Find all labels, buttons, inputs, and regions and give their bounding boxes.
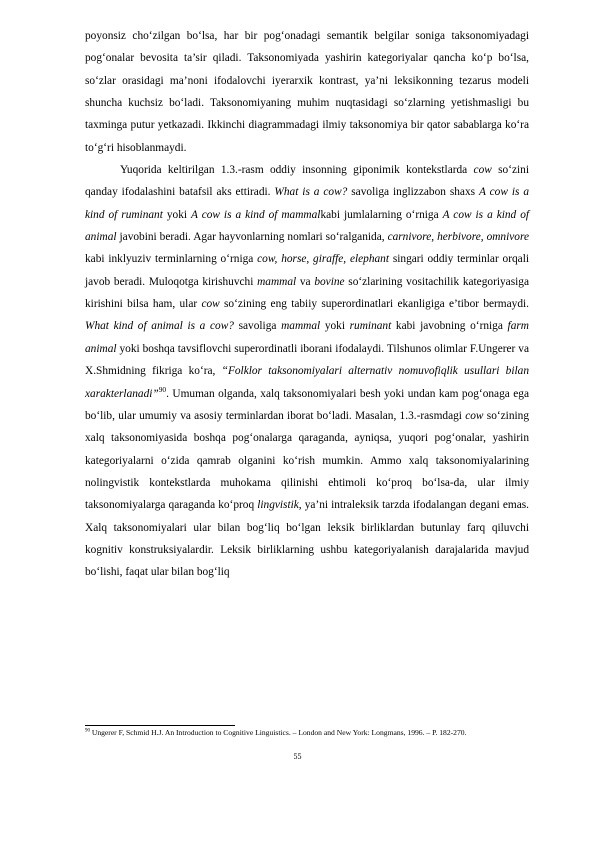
italic-term: What kind of animal is a cow? [85,320,234,333]
text-run: yoki boshqa tavsiflovchi superordinatli iborani ifodalaydi. Tilshunos olimlar F.Ungerer va X.Shmidning fikriga ko‘ra, [85,342,529,378]
italic-term: cow, horse, giraffe, elephant [257,253,390,266]
body-text [85,25,529,584]
text-run: javobini beradi. Agar hayvonlarning nomlari so‘ralganida, [116,231,388,244]
page-number: 55 [293,752,302,761]
italic-term: carnivore, herbivore, omnivore [387,231,529,244]
italic-term: cow [465,409,484,422]
text-run: so‘zining eng tabiiy superordinatlari ekanligiga e’tibor bermaydi. [219,298,529,311]
italic-term: cow [201,298,220,311]
text-run: yoki [162,208,191,221]
paragraph-1 [85,25,529,159]
italic-term: bovine [314,275,345,288]
text-run: . Umuman olganda, xalq taksonomiyalari besh yoki undan kam pog‘onaga ega bo‘lib, ular umumiy va asosiy terminlardan iborat bo‘ladi. Masalan, 1.3.-rasmdagi [85,387,529,422]
text-run: yoki [320,320,350,333]
footnote [85,727,529,739]
text-run: poyonsiz cho‘zilgan bo‘lsa, har bir pog‘onadagi semantik belgilar soniga taksonomiyadagi pog‘onalar bevosita ta’sir qiladi. Taksonomiyada yashirin kategoriyalar qancha ko‘p bo‘lsa, so‘zlar orasidagi ma’noni ifodalovchi iyerarxik kontrast, ya’ni leksikonning tezarus modeli shuncha kuchsiz bo‘ladi. Taksonomiyaning muhim nuqtasidagi so‘zlarning yetishmasligi bu taxminga putur yetkazadi. Ikkinchi diagrammadagi ilmiy taksonomiya bir qator sabablarga ko‘ra to‘g‘ri hisoblanmaydi. [85,30,529,154]
italic-quote: “Folklor taksonomiyalari alternativ nomuvofiqlik usullari bilan xarakterlanadi” [85,365,529,400]
footnote-marker: 90 [85,728,90,734]
text-run: singari oddiy terminlar orqali javob beradi. Muloqotga kirishuvchi [85,253,529,288]
italic-term: What is a cow? [274,186,348,199]
italic-term: mammal [257,275,297,288]
italic-term: ruminant [349,320,392,333]
footnote-divider [85,725,235,726]
paragraph-2 [85,159,529,584]
text-run: ya’ni intraleksik tarzda ifodalangan degani emas. Xalq taksonomiyalari ular bilan bog‘liq bo‘lgan leksik birliklardan butunlay farq qiluvchi kognitiv konstruksiyalardir. Leksik birliklarning ushbu kategoriyalanish darajalarida mavjud bo‘lishi, faqat ular bilan bog‘liq [85,499,529,579]
italic-term: mammal [281,320,321,333]
italic-term: farm animal [85,320,529,355]
text-run: so‘zini qanday ifodalashini batafsil aks ettiradi. [85,164,529,199]
italic-term: A cow is a kind of ruminant [85,186,529,221]
text-run: savoliga [233,320,282,333]
italic-term: A cow is a kind of mammal [191,208,321,221]
text-run: so‘zining xalq taksonomiyasida boshqa pog‘onalarga qaraganda, ayniqsa, yuqori pog‘onalar, yashirin kategoriyalarni o‘zida qamrab olganini ko‘rish mumkin. Ammo xalq taksonomiyalarining nolingvistik kontekstlarda muhokama qilinishi ehtimoli ko‘proq bo‘lsa-da, ular ilmiy taksonomiyalarga qaraganda ko‘proq [85,409,529,512]
text-run: va [296,275,315,288]
italic-term: cow [473,164,492,177]
footnote-text: Ungerer F, Schmid H.J. An Introduction to Cognitive Linguistics. – London and New York: Longmans, 1996. – P. 182-270. [89,728,467,737]
text-run: savoliga inglizzabon shaxs [347,186,479,199]
text-run: kabi inklyuziv terminlarning o‘rniga [85,253,258,266]
text-run: Yuqorida keltirilgan 1.3.-rasm oddiy insonning giponimik kontekstlarda [120,164,474,177]
text-run: kabi jumlalarning o‘rniga [320,208,443,221]
footnote-reference[interactable]: 90 [158,384,167,394]
text-run: so‘zlarining vositachilik kategoriyasiga kirishini bilsa ham, ular [85,275,529,311]
italic-term: lingvistik, [257,499,302,512]
italic-term: A cow is a kind of animal [85,208,530,244]
text-run: kabi javobning o‘rniga [391,320,508,333]
